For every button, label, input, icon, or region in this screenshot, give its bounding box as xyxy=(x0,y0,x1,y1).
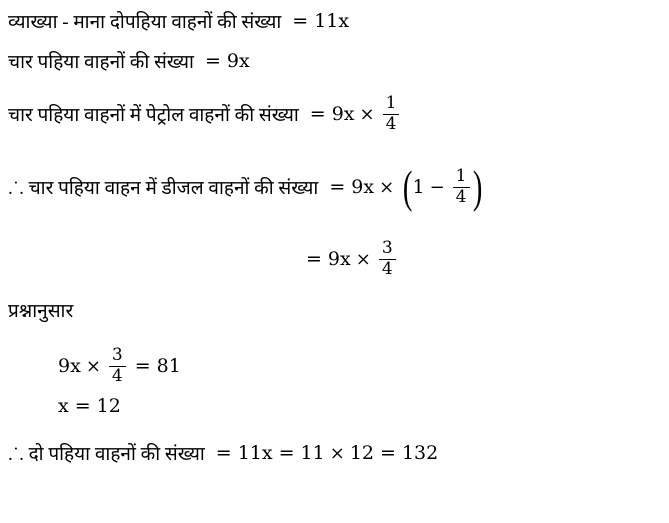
line-3-value: 9x xyxy=(331,103,355,126)
line-5-times: × xyxy=(355,248,371,270)
line-1-equals: = xyxy=(292,10,309,32)
line-3-fraction xyxy=(383,95,400,134)
line-9-text: .˙. दो पहिया वाहनों की संख्या xyxy=(8,444,205,465)
line-3-equals: = xyxy=(309,103,326,126)
line-9-value-3: 12 xyxy=(349,442,375,464)
line-4-minus: − xyxy=(429,176,445,198)
line-3-times: × xyxy=(359,103,375,125)
line-8-result: 12 xyxy=(96,395,121,417)
line-3-denominator: 4 xyxy=(383,114,400,134)
line-5-fraction xyxy=(379,240,396,279)
line-4-paren-open: ( xyxy=(403,160,413,212)
solution-line-3 xyxy=(8,95,402,134)
line-9-value-2: 11 xyxy=(300,442,325,464)
line-4-equals: = xyxy=(329,176,346,199)
line-8-equals: = xyxy=(74,395,91,417)
line-5-denominator: 4 xyxy=(379,259,396,279)
line-4-times: × xyxy=(379,176,395,198)
line-6-text: प्रश्नानुसार xyxy=(8,301,74,322)
line-1-text: व्याख्या - माना दोपहिया वाहनों की संख्या xyxy=(8,12,282,33)
line-7-result: 81 xyxy=(156,355,181,378)
line-4-value: 9x xyxy=(351,176,375,199)
line-5-numerator: 3 xyxy=(381,238,393,258)
solution-line-9 xyxy=(8,440,438,466)
line-7-equals: = xyxy=(134,355,151,378)
line-4-paren-close: ) xyxy=(472,160,482,212)
line-5-equals: = xyxy=(306,248,322,271)
line-9-equals: = xyxy=(215,442,232,464)
line-4-denominator: 4 xyxy=(453,187,470,207)
line-7-fraction xyxy=(109,347,126,386)
line-7-numerator: 3 xyxy=(111,345,123,365)
line-4-parenthetical xyxy=(403,160,482,212)
line-7-denominator: 4 xyxy=(109,366,126,386)
line-5-value: 9x xyxy=(327,248,351,271)
line-9-times: × xyxy=(329,442,345,464)
line-2-value: 9x xyxy=(226,50,250,72)
solution-line-8 xyxy=(58,395,121,417)
line-9-equals-2: = xyxy=(278,442,295,464)
line-3-text: चार पहिया वाहनों में पेट्रोल वाहनों की संख्या xyxy=(8,105,299,127)
line-4-numerator: 1 xyxy=(455,166,467,186)
solution-line-4 xyxy=(8,160,482,212)
line-2-text: चार पहिया वाहनों की संख्या xyxy=(8,52,194,73)
line-7-times: × xyxy=(85,355,101,377)
line-4-one: 1 xyxy=(412,176,425,199)
line-9-result: 132 xyxy=(401,442,439,464)
line-9-value: 11x xyxy=(237,442,273,464)
line-7-value: 9x xyxy=(58,355,81,378)
line-8-value: x xyxy=(58,395,69,417)
line-4-fraction xyxy=(453,168,470,207)
line-2-equals: = xyxy=(204,50,221,72)
solution-line-1 xyxy=(8,8,349,34)
solution-line-7 xyxy=(58,347,181,386)
solution-line-2 xyxy=(8,48,250,74)
line-9-equals-3: = xyxy=(380,442,396,464)
line-3-numerator: 1 xyxy=(385,93,397,113)
line-4-text: .˙. चार पहिया वाहन में डीजल वाहनों की संख्या xyxy=(8,178,319,200)
line-1-value: 11x xyxy=(314,10,350,32)
solution-line-6 xyxy=(8,297,73,323)
solution-line-5 xyxy=(300,240,399,279)
